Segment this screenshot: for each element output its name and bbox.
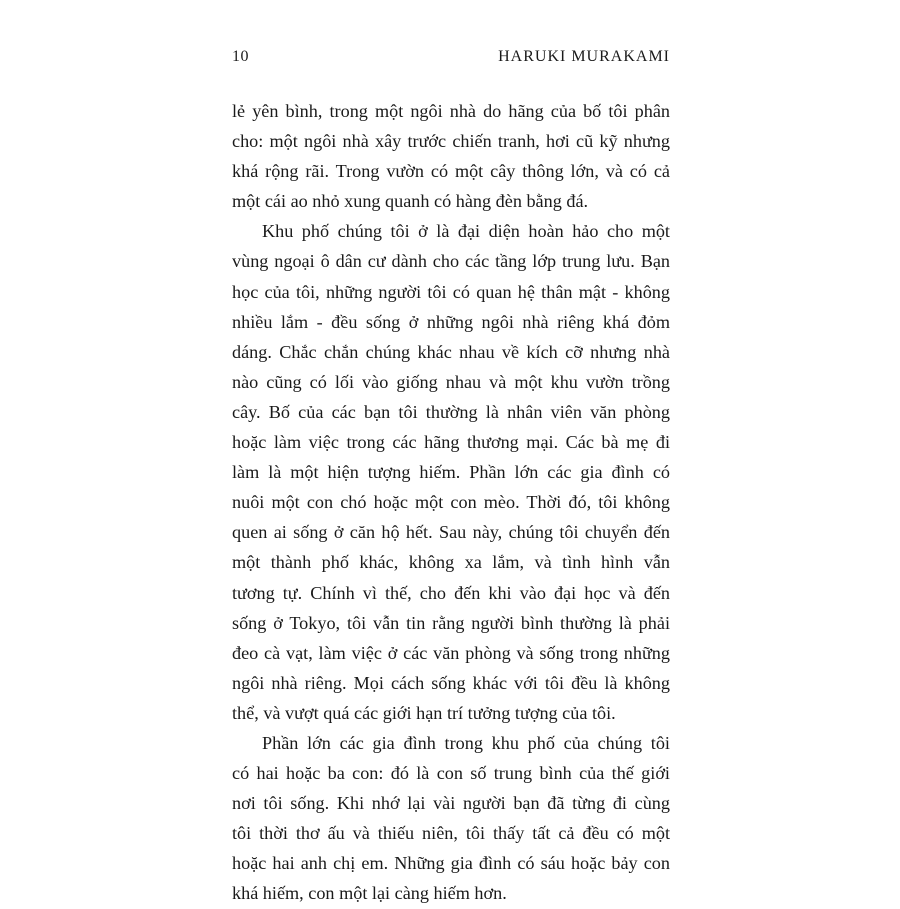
page-number: 10 [232, 48, 249, 65]
text-line: dáng. Chắc chắn chúng khác nhau về kích cỡ nhưng nhà [232, 341, 670, 362]
text-line: nào cũng có lối vào giống nhau và một khu vườn trồng [232, 371, 670, 392]
text-line: cây. Bố của các bạn tôi thường là nhân viên văn phòng [232, 401, 670, 422]
text-line: tôi thời thơ ấu và thiếu niên, tôi thấy tất cả đều có một [232, 823, 670, 844]
running-header [232, 48, 670, 72]
paragraph [232, 216, 670, 728]
text-line: nhiều lắm - đều sống ở những ngôi nhà riêng khá đỏm [232, 311, 670, 332]
text-line: lẻ yên bình, trong một ngôi nhà do hãng của bố tôi phân [232, 101, 670, 121]
text-line: khá rộng rãi. Trong vườn có một cây thông lớn, và có cả [232, 161, 670, 182]
text-line: quen ai sống ở căn hộ hết. Sau này, chúng tôi chuyển đến [232, 522, 670, 543]
text-line: hoặc làm việc trong các hãng thương mại. Các bà mẹ đi [232, 432, 670, 453]
text-line: nơi tôi sống. Khi nhớ lại vài người bạn đã từng đi cùng [232, 793, 670, 814]
paragraph [232, 96, 670, 216]
text-line: một thành phố khác, không xa lắm, và tình hình vẫn [232, 552, 670, 573]
text-line: ngôi nhà riêng. Mọi cách sống khác với tôi đều là không [232, 672, 670, 693]
text-line: Khu phố chúng tôi ở là đại diện hoàn hảo cho một [262, 221, 670, 242]
text-line: có hai hoặc ba con: đó là con số trung bình của thế giới [232, 763, 670, 784]
paragraph [232, 728, 670, 909]
text-line: vùng ngoại ô dân cư dành cho các tầng lớp trung lưu. Bạn [232, 251, 670, 272]
text-line: hoặc hai anh chị em. Những gia đình có sáu hoặc bảy con [232, 853, 670, 874]
text-line: tương tự. Chính vì thế, cho đến khi vào đại học và đến [232, 582, 670, 603]
text-line: một cái ao nhỏ xung quanh có hàng đèn bằng đá. [232, 191, 589, 212]
text-line: đeo cà vạt, làm việc ở các văn phòng và sống trong những [232, 642, 670, 663]
text-line: nuôi một con chó hoặc một con mèo. Thời đó, tôi không [232, 492, 670, 513]
text-line: Phần lớn các gia đình trong khu phố của chúng tôi [262, 732, 670, 753]
text-line: sống ở Tokyo, tôi vẫn tin rằng người bình thường là phải [232, 612, 670, 633]
text-line: thể, và vượt quá các giới hạn trí tưởng tượng của tôi. [232, 702, 616, 723]
body-text [232, 96, 670, 909]
text-line: cho: một ngôi nhà xây trước chiến tranh, hơi cũ kỹ nhưng [232, 131, 670, 152]
text-line: khá hiếm, con một lại càng hiếm hơn. [232, 883, 507, 904]
text-line: học của tôi, những người tôi có quan hệ thân mật - không [232, 281, 670, 302]
text-line: làm là một hiện tượng hiếm. Phần lớn các gia đình có [232, 462, 670, 483]
running-title: HARUKI MURAKAMI [498, 48, 670, 65]
